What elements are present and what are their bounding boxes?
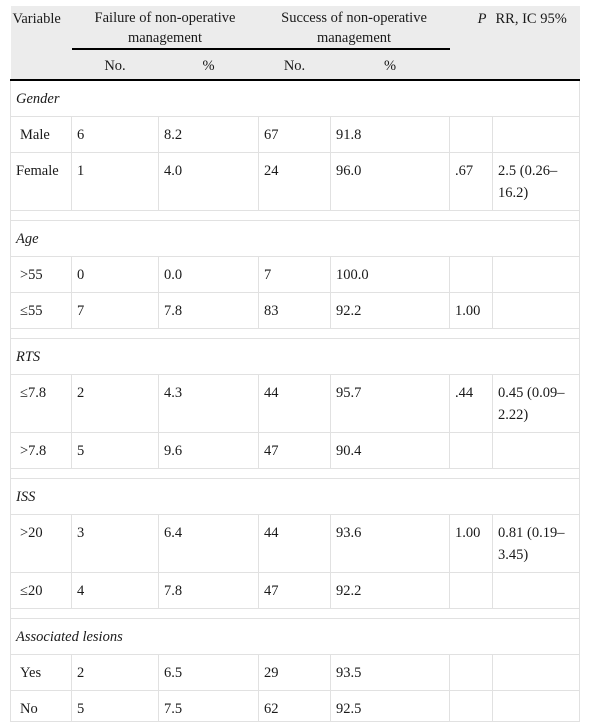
table-body [11, 80, 580, 722]
spacer-cell [11, 609, 580, 619]
section-title: Age [11, 221, 580, 257]
spacer-cell [11, 469, 580, 479]
row-label: ≤7.8 [11, 375, 72, 433]
cell-s-pct: 91.8 [331, 117, 450, 153]
cell-s-pct: 93.5 [331, 655, 450, 691]
cell-f-pct: 6.4 [159, 515, 259, 573]
header-blank [11, 52, 72, 80]
header-blank [450, 52, 493, 80]
table-row [11, 573, 580, 609]
cell-f-no: 1 [72, 153, 159, 211]
results-table [10, 6, 580, 722]
spacer-cell [11, 329, 580, 339]
header-failure-pct: % [159, 52, 259, 80]
header-failure-group [72, 6, 259, 52]
cell-s-pct: 90.4 [331, 433, 450, 469]
section-header-row [11, 80, 580, 117]
cell-rr: 2.5 (0.26–16.2) [493, 153, 580, 211]
header-variable: Variable [11, 6, 72, 52]
cell-s-no: 29 [259, 655, 331, 691]
section-title: RTS [11, 339, 580, 375]
section-title: ISS [11, 479, 580, 515]
cell-s-pct: 100.0 [331, 257, 450, 293]
cell-p: .67 [450, 153, 493, 211]
cell-f-no: 2 [72, 655, 159, 691]
section-header-row [11, 339, 580, 375]
cell-p [450, 691, 493, 722]
row-label: Female [11, 153, 72, 211]
cell-p: .44 [450, 375, 493, 433]
table-row [11, 655, 580, 691]
section-title: Gender [11, 80, 580, 117]
cell-p [450, 573, 493, 609]
table-row [11, 691, 580, 722]
cell-f-pct: 7.5 [159, 691, 259, 722]
cell-f-pct: 4.0 [159, 153, 259, 211]
cell-f-pct: 0.0 [159, 257, 259, 293]
row-label: ≤55 [11, 293, 72, 329]
section-title: Associated lesions [11, 619, 580, 655]
header-success-label: Success of non-operative management [259, 8, 450, 50]
section-header-row [11, 479, 580, 515]
cell-s-pct: 92.2 [331, 573, 450, 609]
section-spacer [11, 329, 580, 339]
cell-f-no: 5 [72, 433, 159, 469]
cell-f-pct: 7.8 [159, 293, 259, 329]
header-blank [493, 52, 580, 80]
cell-s-pct: 93.6 [331, 515, 450, 573]
row-label: >55 [11, 257, 72, 293]
header-failure-label: Failure of non-operative management [72, 8, 259, 50]
cell-p [450, 433, 493, 469]
cell-s-no: 24 [259, 153, 331, 211]
table-row [11, 293, 580, 329]
cell-s-pct: 96.0 [331, 153, 450, 211]
section-spacer [11, 469, 580, 479]
cell-f-no: 0 [72, 257, 159, 293]
cell-f-no: 7 [72, 293, 159, 329]
cell-f-pct: 9.6 [159, 433, 259, 469]
cell-s-no: 67 [259, 117, 331, 153]
header-success-group [259, 6, 450, 52]
cell-p [450, 257, 493, 293]
header-p: P [450, 6, 493, 52]
cell-p: 1.00 [450, 515, 493, 573]
row-label: ≤20 [11, 573, 72, 609]
cell-s-no: 47 [259, 433, 331, 469]
header-rr: RR, IC 95% [493, 6, 580, 52]
cell-rr [493, 117, 580, 153]
table-row [11, 433, 580, 469]
cell-p: 1.00 [450, 293, 493, 329]
cell-rr [493, 573, 580, 609]
cell-f-no: 2 [72, 375, 159, 433]
cell-f-pct: 8.2 [159, 117, 259, 153]
cell-f-pct: 4.3 [159, 375, 259, 433]
cell-rr [493, 655, 580, 691]
row-label: >7.8 [11, 433, 72, 469]
table-row [11, 153, 580, 211]
cell-s-no: 83 [259, 293, 331, 329]
cell-rr [493, 293, 580, 329]
cell-s-no: 62 [259, 691, 331, 722]
cell-f-no: 5 [72, 691, 159, 722]
section-header-row [11, 619, 580, 655]
cell-p [450, 117, 493, 153]
row-label: Yes [11, 655, 72, 691]
section-spacer [11, 609, 580, 619]
cell-rr [493, 433, 580, 469]
header-failure-no: No. [72, 52, 159, 80]
cell-rr [493, 691, 580, 722]
section-spacer [11, 211, 580, 221]
cell-f-no: 4 [72, 573, 159, 609]
cell-s-no: 44 [259, 375, 331, 433]
cell-s-pct: 92.2 [331, 293, 450, 329]
cell-s-no: 47 [259, 573, 331, 609]
cell-p [450, 655, 493, 691]
cell-s-pct: 95.7 [331, 375, 450, 433]
cell-rr: 0.81 (0.19–3.45) [493, 515, 580, 573]
cell-f-no: 3 [72, 515, 159, 573]
section-header-row [11, 221, 580, 257]
table-row [11, 257, 580, 293]
table-row [11, 117, 580, 153]
row-label: Male [11, 117, 72, 153]
cell-rr: 0.45 (0.09–2.22) [493, 375, 580, 433]
header-success-no: No. [259, 52, 331, 80]
table-container [10, 6, 579, 722]
cell-f-pct: 7.8 [159, 573, 259, 609]
row-label: No [11, 691, 72, 722]
cell-s-no: 7 [259, 257, 331, 293]
cell-f-no: 6 [72, 117, 159, 153]
row-label: >20 [11, 515, 72, 573]
header-success-pct: % [331, 52, 450, 80]
cell-s-no: 44 [259, 515, 331, 573]
table-row [11, 375, 580, 433]
table-header [11, 6, 580, 80]
cell-s-pct: 92.5 [331, 691, 450, 722]
cell-rr [493, 257, 580, 293]
spacer-cell [11, 211, 580, 221]
cell-f-pct: 6.5 [159, 655, 259, 691]
table-row [11, 515, 580, 573]
